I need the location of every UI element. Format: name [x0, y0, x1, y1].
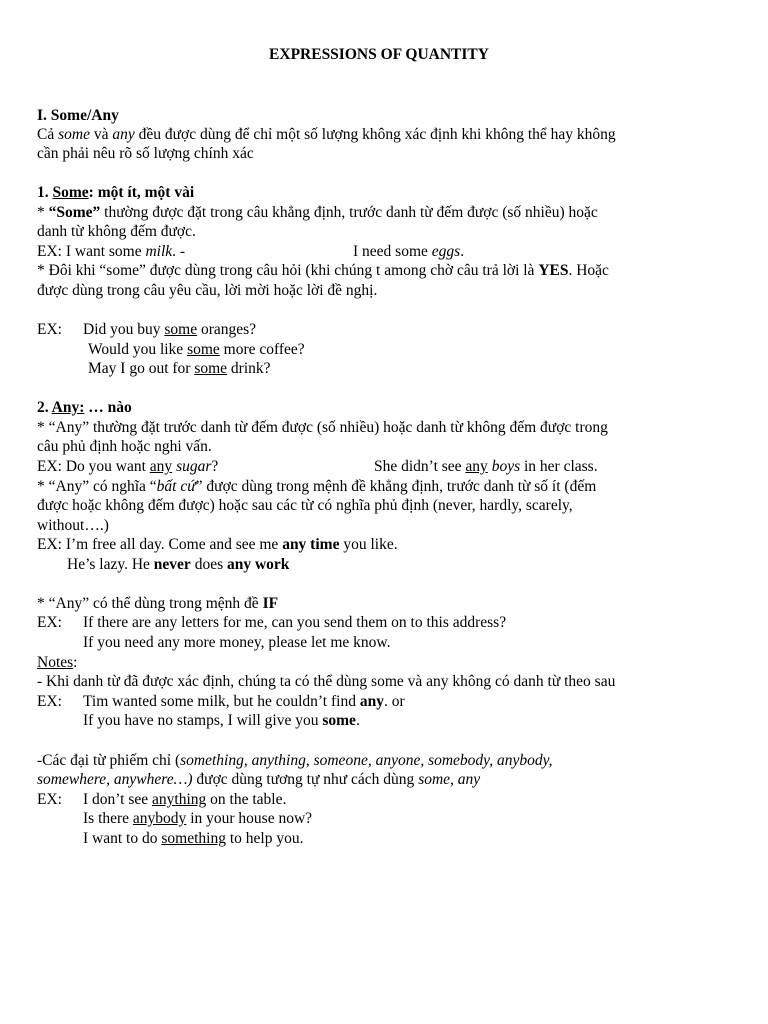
some-question-example-2: Would you like some more coffee? — [88, 341, 305, 358]
pronouns-example-3: I want to do something to help you. — [83, 830, 304, 847]
any-rule-line-2: câu phủ định hoặc nghi vấn. — [37, 438, 212, 455]
ex-label: EX: — [37, 614, 62, 631]
any-example-any-time: EX: I’m free all day. Come and see me any time you like. — [37, 536, 398, 553]
intro-line-2: cần phải nêu rõ số lượng chính xác — [37, 145, 254, 162]
some-example-milk: EX: I want some milk. - — [37, 243, 186, 260]
pronouns-example-1: I don’t see anything on the table. — [83, 791, 287, 808]
subheading-any: 2. Any: … nào — [37, 399, 132, 416]
section-heading-some-any: I. Some/Any — [37, 107, 119, 124]
some-rule-line-1: * “Some” thường được đặt trong câu khẳng định, trước danh từ đếm được (số nhiều) hoặc — [37, 204, 598, 221]
ex-label: EX: — [37, 791, 62, 808]
notes-example-2: If you have no stamps, I will give you some. — [83, 712, 360, 729]
notes-example-1: Tim wanted some milk, but he couldn’t find any. or — [83, 693, 405, 710]
page-title: EXPRESSIONS OF QUANTITY — [269, 46, 489, 63]
some-question-rule-line-1: * Đôi khi “some” được dùng trong câu hỏi (khi chúng t among chờ câu trả lời là YES. Hoặc — [37, 262, 609, 279]
any-example-sugar: EX: Do you want any sugar? — [37, 458, 219, 475]
pronouns-example-2: Is there anybody in your house now? — [83, 810, 313, 827]
some-question-example-1: Did you buy some oranges? — [83, 321, 257, 338]
notes-line-1: - Khi danh từ đã được xác định, chúng ta có thể dùng some và any không có danh từ theo sau — [37, 673, 616, 690]
any-if-example-1: If there are any letters for me, can you send them on to this address? — [83, 614, 507, 631]
pronouns-line-1: -Các đại từ phiếm chỉ (something, anything, someone, anyone, somebody, anybody, — [37, 752, 553, 769]
notes-label: Notes: — [37, 654, 78, 671]
any-rule-line-1: * “Any” thường đặt trước danh từ đếm được (số nhiều) hoặc danh từ không đếm được trong — [37, 419, 608, 436]
intro-line-1: Cả some và any đều được dùng để chỉ một số lượng không xác định khi không thể hay không — [37, 126, 616, 143]
some-question-rule-line-2: được dùng trong câu yêu cầu, lời mời hoặc lời đề nghị. — [37, 282, 378, 299]
some-question-example-3: May I go out for some drink? — [88, 360, 271, 377]
any-if-rule: * “Any” có thể dùng trong mệnh đề IF — [37, 595, 279, 612]
subheading-some: 1. Some: một ít, một vài — [37, 184, 195, 201]
pronouns-line-2: somewhere, anywhere…) được dùng tương tự như cách dùng some, any — [37, 771, 481, 788]
some-example-eggs: I need some eggs. — [353, 243, 465, 260]
any-affirmative-rule-line-3: without….) — [37, 517, 109, 534]
any-if-example-2: If you need any more money, please let me know. — [83, 634, 391, 651]
ex-label: EX: — [37, 321, 62, 338]
any-affirmative-rule-line-1: * “Any” có nghĩa “bất cứ” được dùng trong mệnh đề khẳng định, trước danh từ số ít (đếm — [37, 478, 597, 495]
any-example-boys: She didn’t see any boys in her class. — [374, 458, 598, 475]
any-affirmative-rule-line-2: được hoặc không đếm được) hoặc sau các từ có nghĩa phủ định (never, hardly, scarely, — [37, 497, 573, 514]
some-rule-line-2: danh từ không đếm được. — [37, 223, 196, 240]
ex-label: EX: — [37, 693, 62, 710]
any-example-any-work: He’s lazy. He never does any work — [67, 556, 290, 573]
